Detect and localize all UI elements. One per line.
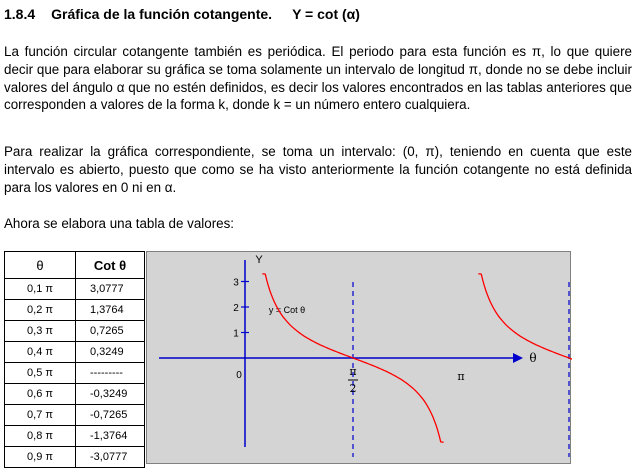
- curve-label: y = Cot θ: [268, 305, 306, 315]
- x-axis-label: θ: [529, 351, 537, 365]
- x-axis-arrow: [513, 353, 523, 363]
- paragraph-interval: Para realizar la gráfica correspondiente, se toma un intervalo: (0, π), teniendo en cuenta que este intervalo es abierto, puesto que como se ha visto anteriormente la función cotangente no está definida para los valores en 0 ni en α.: [4, 144, 632, 195]
- table-row: [5, 279, 145, 300]
- table-row: [5, 363, 145, 384]
- cot-cell: -0,3249: [76, 384, 145, 405]
- table-header-row: [5, 252, 145, 279]
- theta-cell: 0,3 π: [5, 321, 76, 342]
- table-row: [5, 342, 145, 363]
- y-axis-label: Y: [255, 254, 263, 266]
- table-row: [5, 384, 145, 405]
- theta-cell: 0,4 π: [5, 342, 76, 363]
- theta-cell: 0,9 π: [5, 447, 76, 468]
- y-tick-label: 1: [233, 328, 239, 340]
- theta-cell: 0,2 π: [5, 300, 76, 321]
- section-equation: Y = cot (α): [292, 6, 360, 22]
- section-number: 1.8.4: [4, 6, 36, 22]
- paragraph-table-intro: Ahora se elabora una tabla de valores:: [4, 216, 235, 231]
- cot-cell: -1,3764: [76, 426, 145, 447]
- cot-cell: 1,3764: [76, 300, 145, 321]
- table-row: [5, 405, 145, 426]
- tick-label-pi: π: [457, 370, 465, 383]
- paragraph-periodicity: La función circular cotangente también es periódica. El periodo para esta función es π, lo que quiere decir que para elaborar su gráfica se toma solamente un intervalo de longitud π, donde no se debe incluir valores del ángulo α que no estén definidos, es decir los valores encontrados en las tablas anteriores que corresponden a valores de la forma k, donde k = un número entero cualquiera.: [4, 44, 632, 113]
- y-tick-label: 2: [233, 303, 239, 314]
- theta-cell: 0,6 π: [5, 384, 76, 405]
- header-theta: θ: [5, 252, 76, 279]
- table-row: [5, 300, 145, 321]
- cot-cell: ---------: [76, 363, 145, 384]
- table-row: [5, 321, 145, 342]
- tick-label-pi-half-num: π: [349, 365, 357, 378]
- table-row: [5, 447, 145, 468]
- tick-label-pi-half-den: 2: [349, 382, 357, 395]
- section-title: Gráfica de la función cotangente.: [51, 6, 273, 22]
- header-cot-theta: Cot θ: [76, 252, 145, 279]
- tick-label-zero: 0: [236, 370, 242, 381]
- theta-cell: 0,8 π: [5, 426, 76, 447]
- cot-cell: -0,7265: [76, 405, 145, 426]
- cotangent-chart: [146, 251, 571, 464]
- cot-cell: 0,3249: [76, 342, 145, 363]
- cot-cell: 0,7265: [76, 321, 145, 342]
- values-table: [4, 251, 145, 468]
- theta-cell: 0,5 π: [5, 363, 76, 384]
- cot-cell: 3,0777: [76, 279, 145, 300]
- table-row: [5, 426, 145, 447]
- chart-canvas: [147, 252, 572, 465]
- cot-cell: -3,0777: [76, 447, 145, 468]
- theta-cell: 0,7 π: [5, 405, 76, 426]
- y-tick-label: 3: [233, 277, 239, 289]
- theta-cell: 0,1 π: [5, 279, 76, 300]
- section-heading: [4, 6, 360, 22]
